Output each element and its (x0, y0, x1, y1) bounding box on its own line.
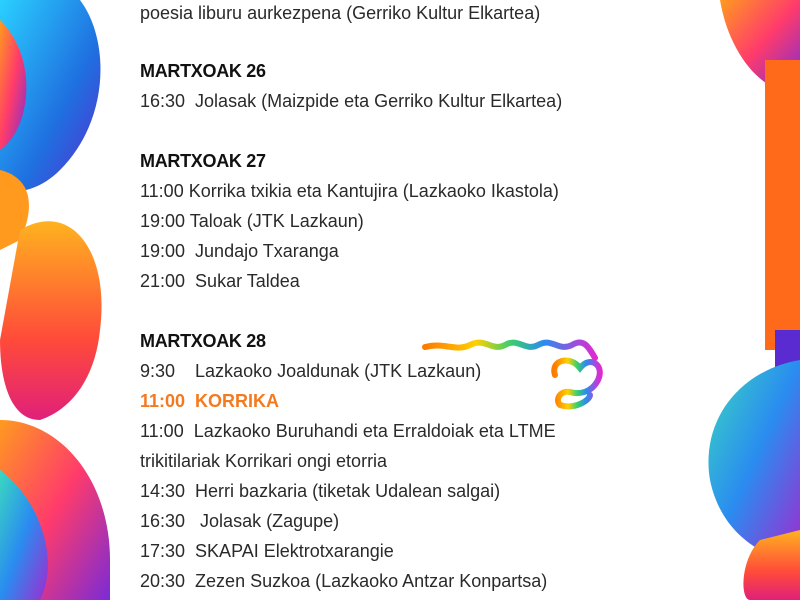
event-item: 19:00 Taloak (JTK Lazkaun) (140, 211, 364, 231)
event-item: 14:30 Herri bazkaria (tiketak Udalean salgai) (140, 481, 501, 501)
event-item: 9:30 Lazkaoko Joaldunak (JTK Lazkaun) (140, 361, 482, 381)
event-item: 16:30 Jolasak (Maizpide eta Gerriko Kultur Elkartea) (140, 91, 563, 111)
event-item: 21:00 Sukar Taldea (140, 271, 300, 291)
event-item: 17:30 SKAPAI Elektrotxarangie (140, 541, 394, 561)
event-item: 11:00 Lazkaoko Buruhandi eta Erraldoiak eta LTME (140, 421, 556, 441)
event-item: 11:00 Korrika txikia eta Kantujira (Lazkaoko Ikastola) (140, 181, 559, 201)
event-item-highlight: 11:00 KORRIKA (140, 391, 280, 411)
intro-line: poesia liburu aurkezpena (Gerriko Kultur Elkartea) (140, 3, 541, 23)
day-heading: MARTXOAK 28 (140, 331, 266, 351)
day-heading: MARTXOAK 26 (140, 61, 266, 81)
event-item: 19:00 Jundajo Txaranga (140, 241, 339, 261)
day-heading: MARTXOAK 27 (140, 151, 266, 171)
event-item: 20:30 Zezen Suzkoa (Lazkaoko Antzar Konpartsa) (140, 571, 548, 591)
event-item: 16:30 Jolasak (Zagupe) (140, 511, 340, 531)
event-item-continuation: trikitilariak Korrikari ongi etorria (140, 451, 388, 471)
